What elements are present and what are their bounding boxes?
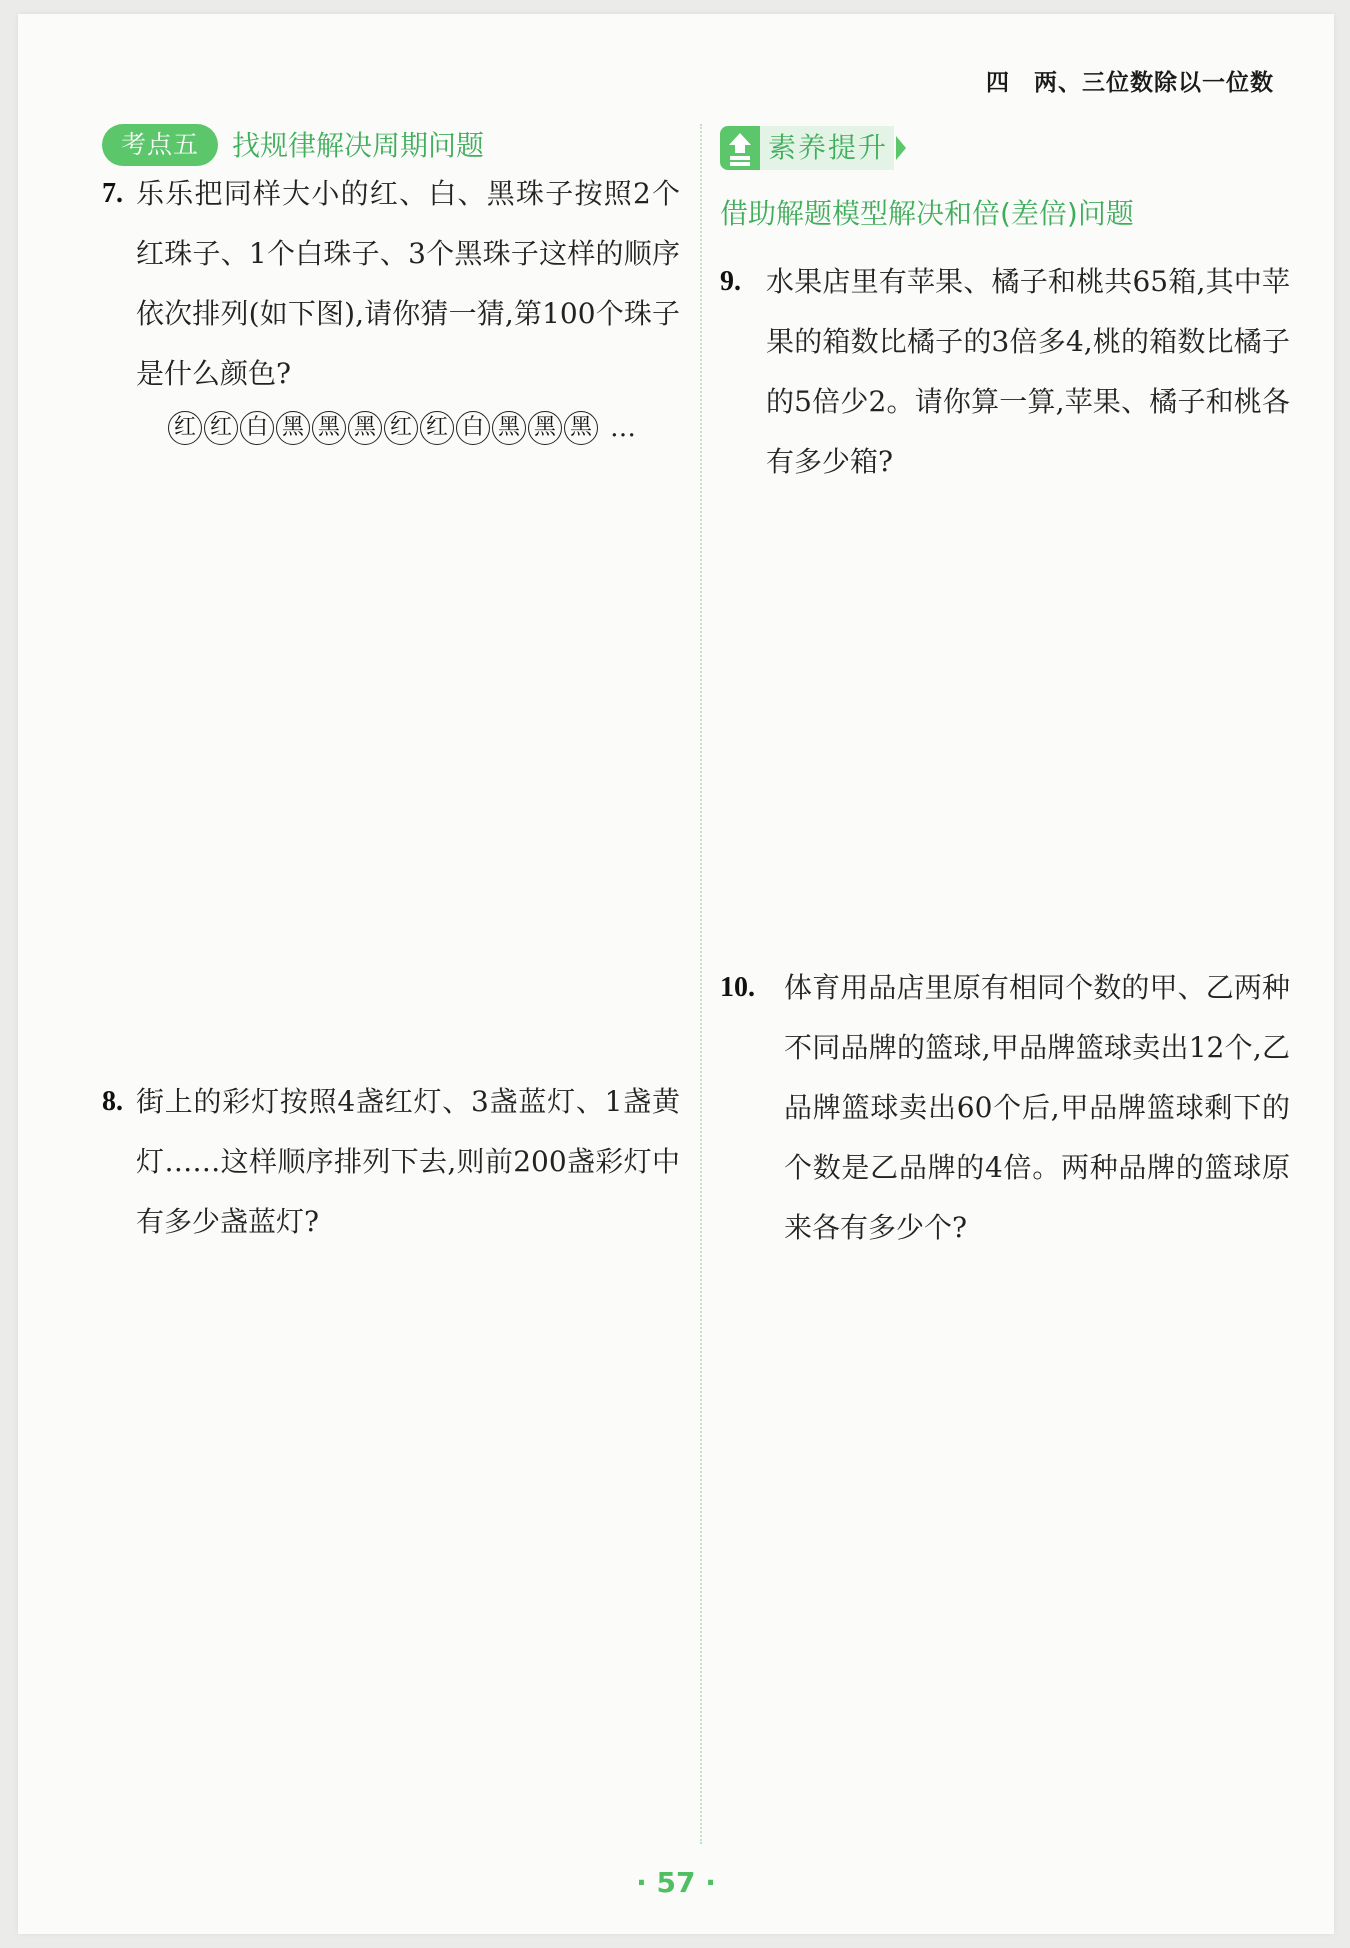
bead: 黑 — [528, 411, 562, 445]
right-section-title: 借助解题模型解决和倍(差倍)问题 — [720, 197, 1134, 230]
question-8-text: 街上的彩灯按照4盏红灯、3盏蓝灯、1盏黄灯……这样顺序排列下去,则前200盏彩灯中有多少盏蓝灯? — [136, 1085, 680, 1238]
question-7-text: 乐乐把同样大小的红、白、黑珠子按照2个红珠子、1个白珠子、3个黑珠子这样的顺序依次排列(如下图),请你猜一猜,第100个珠子是什么颜色? — [136, 177, 680, 390]
question-10-text: 体育用品店里原有相同个数的甲、乙两种不同品牌的篮球,甲品牌篮球卖出12个,乙品牌篮球卖出60个后,甲品牌篮球剩下的个数是乙品牌的4倍。两种品牌的篮球原来各有多少个? — [784, 971, 1290, 1244]
bead: 白 — [240, 411, 274, 445]
bead: 黑 — [564, 411, 598, 445]
question-8-number: 8. — [102, 1086, 123, 1117]
bead: 黑 — [276, 411, 310, 445]
level-up-icon — [720, 126, 760, 170]
question-9-text: 水果店里有苹果、橘子和桃共65箱,其中苹果的箱数比橘子的3倍多4,桃的箱数比橘子的5倍少2。请你算一算,苹果、橘子和桃各有多少箱? — [766, 265, 1290, 478]
bead: 黑 — [312, 411, 346, 445]
literacy-badge — [720, 126, 906, 170]
worksheet-page — [18, 14, 1334, 1934]
column-divider — [700, 124, 702, 1844]
bead: 红 — [420, 411, 454, 445]
question-7-number: 7. — [102, 178, 123, 209]
badge-label: 素养提升 — [760, 126, 894, 170]
question-10-number: 10. — [720, 972, 755, 1003]
topic-tag: 考点五 — [102, 124, 218, 166]
bead-ellipsis: … — [610, 413, 636, 443]
badge-arrow-tip — [896, 136, 906, 160]
bead: 红 — [384, 411, 418, 445]
page-number: · 57 · — [636, 1866, 716, 1899]
question-9-number: 9. — [720, 266, 741, 297]
bead: 白 — [456, 411, 490, 445]
bead: 黑 — [492, 411, 526, 445]
bead: 红 — [204, 411, 238, 445]
bead: 红 — [168, 411, 202, 445]
bead: 黑 — [348, 411, 382, 445]
chapter-header: 四 两、三位数除以一位数 — [986, 70, 1274, 96]
left-section-title: 找规律解决周期问题 — [232, 129, 485, 162]
bead-sequence — [168, 410, 636, 446]
